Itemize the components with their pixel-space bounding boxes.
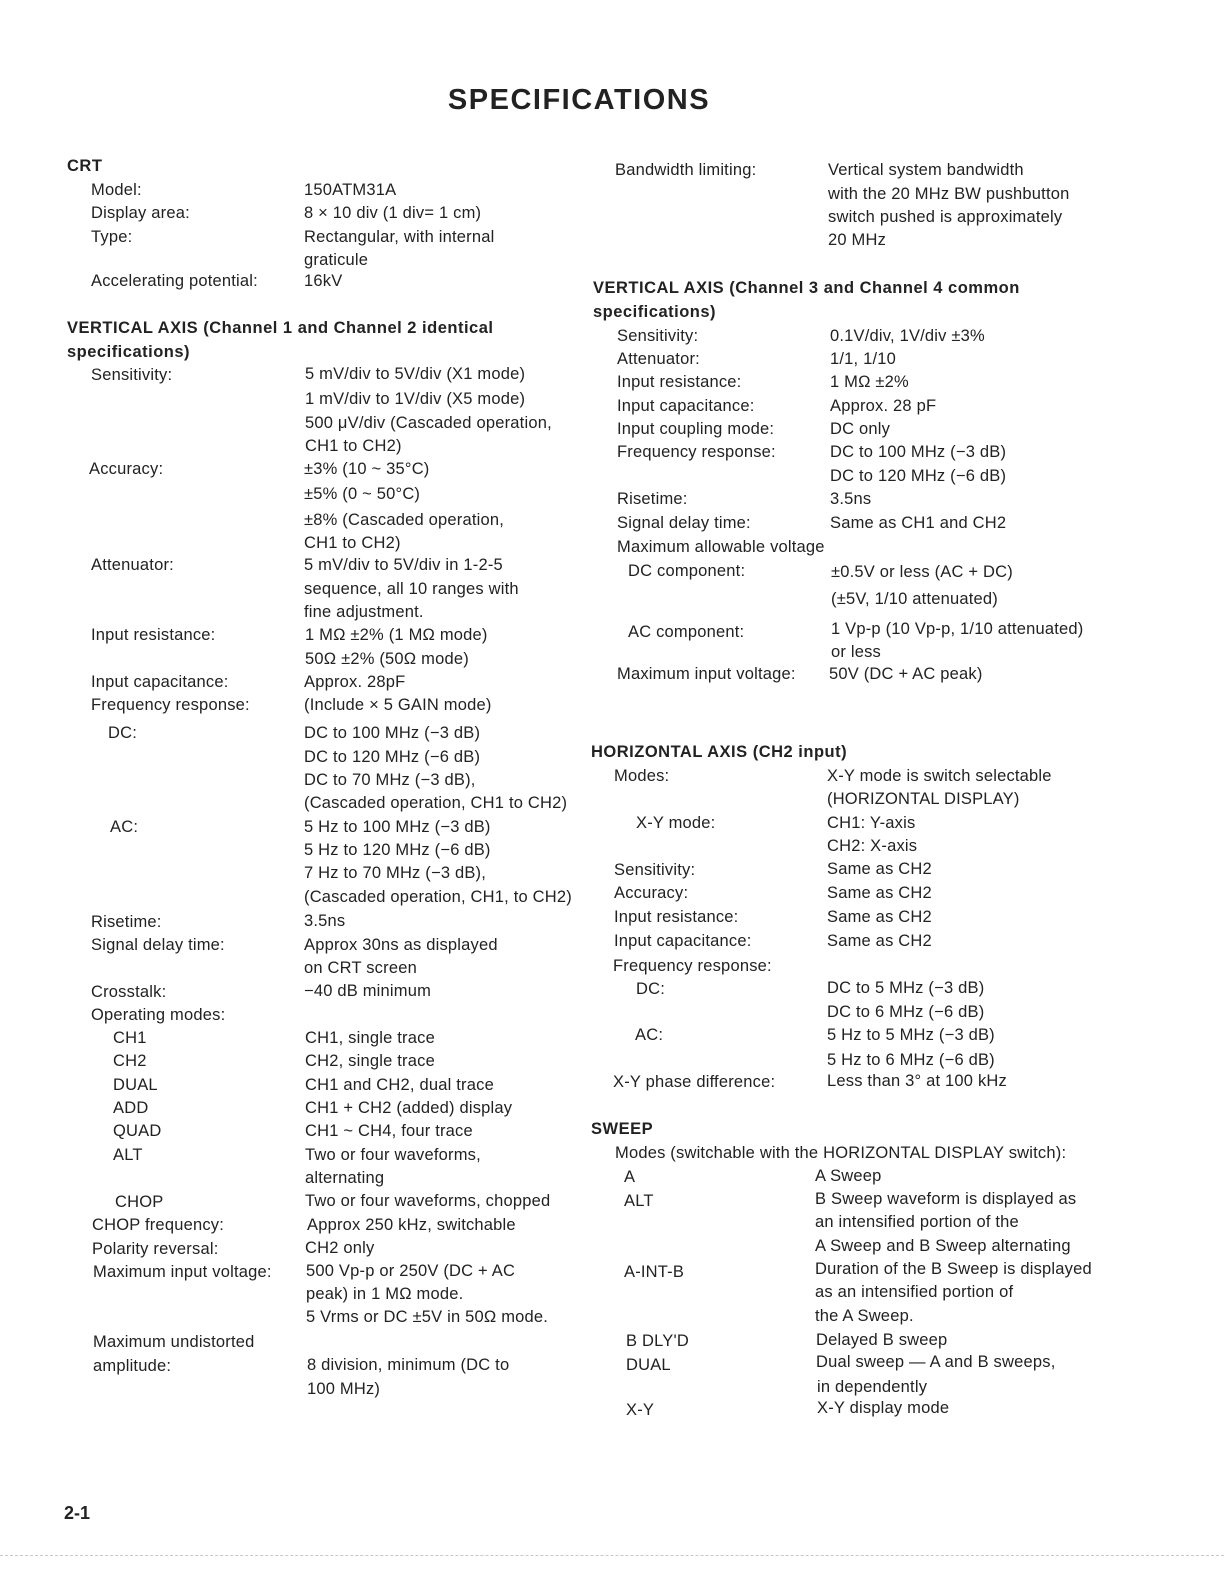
vert12-sensitivity-label: Sensitivity: xyxy=(91,366,173,384)
vert12-delay-label: Signal delay time: xyxy=(91,936,225,954)
crt-type-label: Type: xyxy=(91,228,133,246)
vert12-accuracy-value: ±3% (10 ~ 35°C) xyxy=(304,460,430,478)
sweep-bdly-value: Delayed B sweep xyxy=(816,1331,948,1349)
vert12-dc-value: DC to 120 MHz (−6 dB) xyxy=(304,748,481,766)
page-edge-rule xyxy=(0,1555,1224,1557)
horiz-ac-value: 5 Hz to 5 MHz (−3 dB) xyxy=(827,1026,995,1044)
vert12-accuracy-label: Accuracy: xyxy=(89,460,164,478)
sweep-xy-label: X-Y xyxy=(626,1401,655,1419)
vert12-input-resistance-label: Input resistance: xyxy=(91,626,216,644)
bwlimit-value: Vertical system bandwidth xyxy=(828,161,1024,179)
vert12-ac-value: 5 Hz to 100 MHz (−3 dB) xyxy=(304,818,491,836)
vert34-maxallow-label: Maximum allowable voltage xyxy=(617,538,825,556)
horiz-freq-label: Frequency response: xyxy=(613,957,772,975)
horiz-dc-label: DC: xyxy=(636,980,666,998)
vert34-coupling-value: DC only xyxy=(830,420,891,438)
horiz-heading: HORIZONTAL AXIS (CH2 input) xyxy=(591,743,848,761)
crt-accel-label: Accelerating potential: xyxy=(91,272,258,290)
vert34-freq-value: DC to 120 MHz (−6 dB) xyxy=(830,467,1007,485)
horiz-xy-value: CH2: X-axis xyxy=(827,837,918,855)
vert12-sensitivity-value: CH1 to CH2) xyxy=(305,437,402,455)
vert34-freq-label: Frequency response: xyxy=(617,443,776,461)
vert12-attenuator-value: 5 mV/div to 5V/div in 1-2-5 xyxy=(304,556,503,574)
crt-heading: CRT xyxy=(67,157,103,175)
horiz-input-capacitance-label: Input capacitance: xyxy=(614,932,752,950)
mode-desc: CH1 and CH2, dual trace xyxy=(305,1076,494,1094)
vert12-maxund-value: 8 division, minimum (DC to xyxy=(307,1356,510,1374)
horiz-input-capacitance-value: Same as CH2 xyxy=(827,932,932,950)
vert34-heading-cont: specifications) xyxy=(593,303,717,321)
vert12-dc-value: DC to 100 MHz (−3 dB) xyxy=(304,724,481,742)
vert12-input-capacitance-value: Approx. 28pF xyxy=(304,673,406,691)
vert34-delay-label: Signal delay time: xyxy=(617,514,751,532)
sweep-aintb-value: as an intensified portion of xyxy=(815,1283,1014,1301)
mode-desc: CH1 + CH2 (added) display xyxy=(305,1099,513,1117)
page-title: SPECIFICATIONS xyxy=(447,84,711,116)
sweep-aintb-label: A-INT-B xyxy=(624,1263,685,1281)
vert12-ac-value: (Cascaded operation, CH1, to CH2) xyxy=(304,888,572,906)
vert12-sensitivity-value: 500 μV/div (Cascaded operation, xyxy=(305,414,552,432)
mode-desc: Two or four waveforms, chopped xyxy=(305,1192,551,1210)
vert34-dccomp-label: DC component: xyxy=(628,562,746,580)
horiz-dc-value: DC to 5 MHz (−3 dB) xyxy=(827,979,985,997)
sweep-dual-value: in dependently xyxy=(817,1378,928,1396)
vert34-heading: VERTICAL AXIS (Channel 3 and Channel 4 common xyxy=(593,279,1020,297)
vert12-chopfreq-value: Approx 250 kHz, switchable xyxy=(307,1216,516,1234)
crt-accel-value: 16kV xyxy=(304,272,343,290)
sweep-alt-label: ALT xyxy=(624,1192,654,1210)
vert34-input-resistance-value: 1 MΩ ±2% xyxy=(830,373,909,391)
vert12-freq-value: (Include × 5 GAIN mode) xyxy=(304,696,492,714)
mode-desc: CH1, single trace xyxy=(305,1029,435,1047)
vert12-delay-value: Approx 30ns as displayed xyxy=(304,936,498,954)
vert12-chopfreq-label: CHOP frequency: xyxy=(92,1216,225,1234)
vert12-ac-value: 7 Hz to 70 MHz (−3 dB), xyxy=(304,864,487,882)
sweep-intro: Modes (switchable with the HORIZONTAL DISPLAY switch): xyxy=(615,1144,1067,1162)
vert12-polarity-label: Polarity reversal: xyxy=(92,1240,219,1258)
vert34-maxin-value: 50V (DC + AC peak) xyxy=(829,665,983,683)
horiz-input-resistance-value: Same as CH2 xyxy=(827,908,932,926)
vert12-risetime-label: Risetime: xyxy=(91,913,162,931)
crt-type-value-cont: graticule xyxy=(304,251,369,269)
sweep-a-value: A Sweep xyxy=(815,1167,882,1185)
vert34-input-capacitance-value: Approx. 28 pF xyxy=(830,397,937,415)
crt-model-value: 150ATM31A xyxy=(304,181,397,199)
vert34-dccomp-value: ±0.5V or less (AC + DC) xyxy=(831,563,1013,581)
vert34-risetime-value: 3.5ns xyxy=(830,490,872,508)
horiz-accuracy-value: Same as CH2 xyxy=(827,884,932,902)
sweep-heading: SWEEP xyxy=(591,1120,654,1138)
page-number: 2-1 xyxy=(64,1503,91,1523)
vert12-dc-value: DC to 70 MHz (−3 dB), xyxy=(304,771,476,789)
sweep-aintb-value: the A Sweep. xyxy=(815,1307,914,1325)
horiz-sensitivity-label: Sensitivity: xyxy=(614,861,696,879)
sweep-alt-value: B Sweep waveform is displayed as xyxy=(815,1190,1077,1208)
horiz-input-resistance-label: Input resistance: xyxy=(614,908,739,926)
horiz-ac-label: AC: xyxy=(635,1026,664,1044)
sweep-alt-value: an intensified portion of the xyxy=(815,1213,1019,1231)
vert12-maxin-value: 5 Vrms or DC ±5V in 50Ω mode. xyxy=(306,1308,549,1326)
vert12-sensitivity-value: 5 mV/div to 5V/div (X1 mode) xyxy=(305,365,526,383)
horiz-phase-label: X-Y phase difference: xyxy=(613,1073,776,1091)
vert12-attenuator-label: Attenuator: xyxy=(91,556,174,574)
vert34-coupling-label: Input coupling mode: xyxy=(617,420,775,438)
bwlimit-value: 20 MHz xyxy=(828,231,887,249)
vert12-maxin-value: 500 Vp-p or 250V (DC + AC xyxy=(306,1262,516,1280)
horiz-accuracy-label: Accuracy: xyxy=(614,884,689,902)
vert12-input-resistance-value: 50Ω ±2% (50Ω mode) xyxy=(305,650,469,668)
mode-desc: CH2, single trace xyxy=(305,1052,435,1070)
horiz-dc-value: DC to 6 MHz (−6 dB) xyxy=(827,1003,985,1021)
vert12-heading-cont: specifications) xyxy=(67,343,191,361)
vert12-polarity-value: CH2 only xyxy=(305,1239,375,1257)
crt-display-area-value: 8 × 10 div (1 div= 1 cm) xyxy=(304,204,482,222)
vert34-accomp-value: or less xyxy=(831,643,881,661)
horiz-modes-value: (HORIZONTAL DISPLAY) xyxy=(827,790,1020,808)
horiz-ac-value: 5 Hz to 6 MHz (−6 dB) xyxy=(827,1051,995,1069)
vert34-attenuator-label: Attenuator: xyxy=(617,350,700,368)
vert12-sensitivity-value: 1 mV/div to 1V/div (X5 mode) xyxy=(305,390,526,408)
mode-name: DUAL xyxy=(113,1076,158,1094)
vert12-accuracy-value: ±5% (0 ~ 50°C) xyxy=(304,485,421,503)
vert34-accomp-label: AC component: xyxy=(628,623,745,641)
bwlimit-value: with the 20 MHz BW pushbutton xyxy=(828,185,1070,203)
mode-name: CH2 xyxy=(113,1052,147,1070)
vert12-maxund-label-cont: amplitude: xyxy=(93,1357,172,1375)
vert12-dc-label: DC: xyxy=(108,724,138,742)
vert34-freq-value: DC to 100 MHz (−3 dB) xyxy=(830,443,1007,461)
vert12-accuracy-value: CH1 to CH2) xyxy=(304,534,401,552)
vert34-dccomp-value: (±5V, 1/10 attenuated) xyxy=(831,590,998,608)
horiz-xy-value: CH1: Y-axis xyxy=(827,814,916,832)
vert34-delay-value: Same as CH1 and CH2 xyxy=(830,514,1007,532)
mode-name: CHOP xyxy=(115,1193,164,1211)
vert12-opmodes-label: Operating modes: xyxy=(91,1006,226,1024)
horiz-xy-label: X-Y mode: xyxy=(636,814,716,832)
sweep-dual-value: Dual sweep — A and B sweeps, xyxy=(816,1353,1056,1371)
vert12-risetime-value: 3.5ns xyxy=(304,912,346,930)
mode-desc-cont: alternating xyxy=(305,1169,385,1187)
vert12-input-capacitance-label: Input capacitance: xyxy=(91,673,229,691)
mode-name: QUAD xyxy=(113,1122,162,1140)
vert34-accomp-value: 1 Vp-p (10 Vp-p, 1/10 attenuated) xyxy=(831,620,1084,638)
vert12-maxin-label: Maximum input voltage: xyxy=(93,1263,272,1281)
crt-type-value: Rectangular, with internal xyxy=(304,228,495,246)
vert12-attenuator-value: sequence, all 10 ranges with xyxy=(304,580,519,598)
vert12-maxund-label: Maximum undistorted xyxy=(93,1333,255,1351)
vert34-attenuator-value: 1/1, 1/10 xyxy=(830,350,897,368)
vert12-dc-value: (Cascaded operation, CH1 to CH2) xyxy=(304,794,568,812)
vert12-input-resistance-value: 1 MΩ ±2% (1 MΩ mode) xyxy=(305,626,488,644)
vert12-ac-label: AC: xyxy=(110,818,139,836)
sweep-aintb-value: Duration of the B Sweep is displayed xyxy=(815,1260,1092,1278)
horiz-modes-value: X-Y mode is switch selectable xyxy=(827,767,1052,785)
vert12-attenuator-value: fine adjustment. xyxy=(304,603,424,621)
vert34-input-resistance-label: Input resistance: xyxy=(617,373,742,391)
sweep-a-label: A xyxy=(624,1168,636,1186)
sweep-xy-value: X-Y display mode xyxy=(817,1399,950,1417)
vert12-accuracy-value: ±8% (Cascaded operation, xyxy=(304,511,505,529)
vert34-input-capacitance-label: Input capacitance: xyxy=(617,397,755,415)
vert12-crosstalk-value: −40 dB minimum xyxy=(304,982,432,1000)
vert12-maxund-value: 100 MHz) xyxy=(307,1380,381,1398)
mode-desc: CH1 ~ CH4, four trace xyxy=(305,1122,473,1140)
vert34-risetime-label: Risetime: xyxy=(617,490,688,508)
crt-model-label: Model: xyxy=(91,181,142,199)
horiz-sensitivity-value: Same as CH2 xyxy=(827,860,932,878)
vert12-maxin-value: peak) in 1 MΩ mode. xyxy=(306,1285,464,1303)
mode-name: ADD xyxy=(113,1099,149,1117)
sweep-bdly-label: B DLY'D xyxy=(626,1332,689,1350)
mode-name: ALT xyxy=(113,1146,143,1164)
horiz-phase-value: Less than 3° at 100 kHz xyxy=(827,1072,1007,1090)
vert34-sensitivity-label: Sensitivity: xyxy=(617,327,699,345)
sweep-dual-label: DUAL xyxy=(626,1356,671,1374)
bwlimit-label: Bandwidth limiting: xyxy=(615,161,757,179)
bwlimit-value: switch pushed is approximately xyxy=(828,208,1063,226)
vert12-ac-value: 5 Hz to 120 MHz (−6 dB) xyxy=(304,841,491,859)
horiz-modes-label: Modes: xyxy=(614,767,670,785)
vert34-sensitivity-value: 0.1V/div, 1V/div ±3% xyxy=(830,327,985,345)
vert12-delay-value: on CRT screen xyxy=(304,959,417,977)
sweep-alt-value: A Sweep and B Sweep alternating xyxy=(815,1237,1071,1255)
vert12-freq-label: Frequency response: xyxy=(91,696,250,714)
mode-desc: Two or four waveforms, xyxy=(305,1146,481,1164)
crt-display-area-label: Display area: xyxy=(91,204,190,222)
vert12-heading: VERTICAL AXIS (Channel 1 and Channel 2 identical xyxy=(67,319,494,337)
vert12-crosstalk-label: Crosstalk: xyxy=(91,983,167,1001)
mode-name: CH1 xyxy=(113,1029,147,1047)
vert34-maxin-label: Maximum input voltage: xyxy=(617,665,796,683)
